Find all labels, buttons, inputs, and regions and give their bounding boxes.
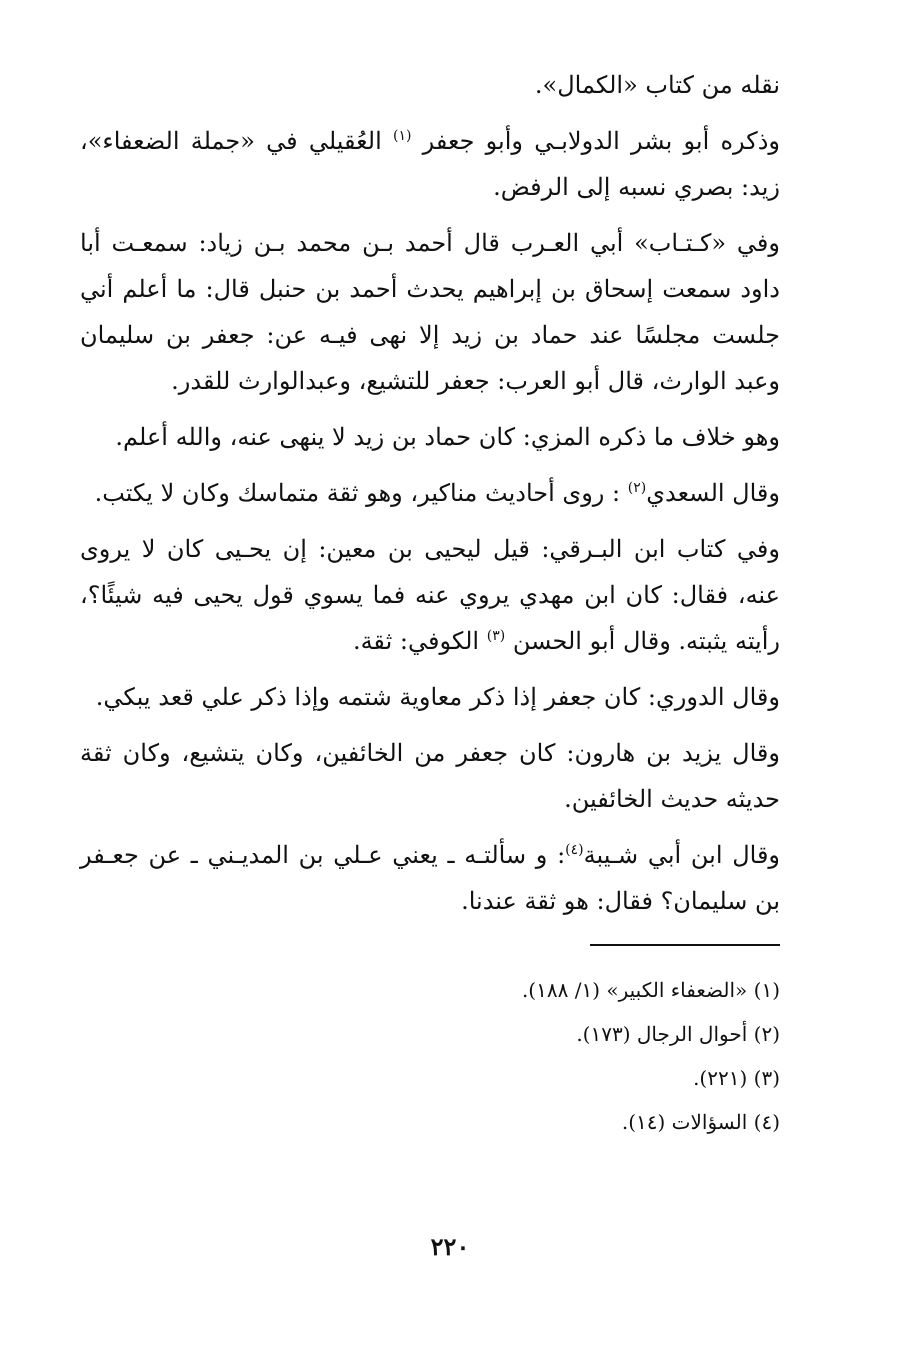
text-run: الكوفي: ثقة. bbox=[352, 627, 487, 655]
footnote-1: (١) «الضعفاء الكبير» (١/ ١٨٨). bbox=[521, 978, 780, 1002]
footnote-ref-4: (٤) bbox=[565, 842, 584, 858]
page-number: ٢٢٠ bbox=[430, 1232, 470, 1261]
paragraph-2 bbox=[80, 118, 780, 210]
text-run: العُقيلي في «جملة الضعفاء»، زيد: بصري نسبه إلى الرفض. bbox=[80, 127, 780, 201]
text-run: : و سألتـه ـ يعني عـلي بن المديـني ـ عن جعـفر بن سليمان؟ فقال: هو ثقة عندنا. bbox=[80, 841, 780, 915]
paragraph-8 bbox=[80, 730, 780, 822]
paragraph-6 bbox=[80, 526, 780, 664]
text-run: وقال ابن أبي شـيبة bbox=[583, 841, 781, 869]
main-text bbox=[80, 62, 780, 924]
paragraph-3 bbox=[80, 220, 780, 404]
footnote-2: (٢) أحوال الرجال (١٧٣). bbox=[576, 1022, 780, 1046]
paragraph-4 bbox=[80, 414, 780, 460]
footnote-4: (٤) السؤالات (١٤). bbox=[621, 1110, 780, 1134]
paragraph-9 bbox=[80, 832, 780, 924]
paragraph-7 bbox=[80, 674, 780, 720]
text-run: وقال السعدي bbox=[646, 479, 780, 507]
text-run: وفي «كـتـاب» أبي العـرب قال أحمد بـن محمد بـن زياد: سمعـت أبا داود سمعت إسحاق بن إبراهيم يحدث أحمد بن حنبل قال: ما أعلم أني جلست مجلسًا عند حماد بن زيد إلا نهى فيـه عن: جعفر بن سليمان وعبد الوارث، قال أبو العرب: جعفر للتشيع، وعبدالوارث للقدر. bbox=[80, 229, 780, 395]
text-run: وفي كتاب ابن البـرقي: قيل ليحيى بن معين: إن يحـيى كان لا يروى عنه، فقال: كان ابن مهدي يروي عنه فما يسوي قول يحيى فيه شيئًا؟، رأيته يثبته. وقال أبو الحسن bbox=[80, 535, 780, 655]
paragraph-1 bbox=[80, 62, 780, 108]
text-run: : روى أحاديث مناكير، وهو ثقة متماسك وكان لا يكتب. bbox=[94, 479, 628, 507]
footnotes bbox=[80, 968, 780, 1144]
footnote-3: (٣) (٢٢١). bbox=[693, 1066, 780, 1090]
text-run: وقال يزيد بن هارون: كان جعفر من الخائفين، وكان يتشيع، وكان ثقة حديثه حديث الخائفين. bbox=[80, 739, 780, 813]
footnote-ref-2: (٢) bbox=[627, 480, 647, 496]
footnote-divider bbox=[590, 944, 780, 946]
text-run: وذكره أبو بشر الدولابـي وأبو جعفر bbox=[411, 127, 780, 155]
footnote-ref-1: (١) bbox=[392, 128, 412, 144]
text-run: نقله من كتاب «الكمال». bbox=[534, 71, 780, 99]
footnote-ref-3: (٣) bbox=[486, 628, 506, 644]
paragraph-5 bbox=[80, 470, 780, 516]
text-run: وقال الدوري: كان جعفر إذا ذكر معاوية شتمه وإذا ذكر علي قعد يبكي. bbox=[95, 683, 780, 711]
text-run: وهو خلاف ما ذكره المزي: كان حماد بن زيد لا ينهى عنه، والله أعلم. bbox=[115, 423, 780, 451]
